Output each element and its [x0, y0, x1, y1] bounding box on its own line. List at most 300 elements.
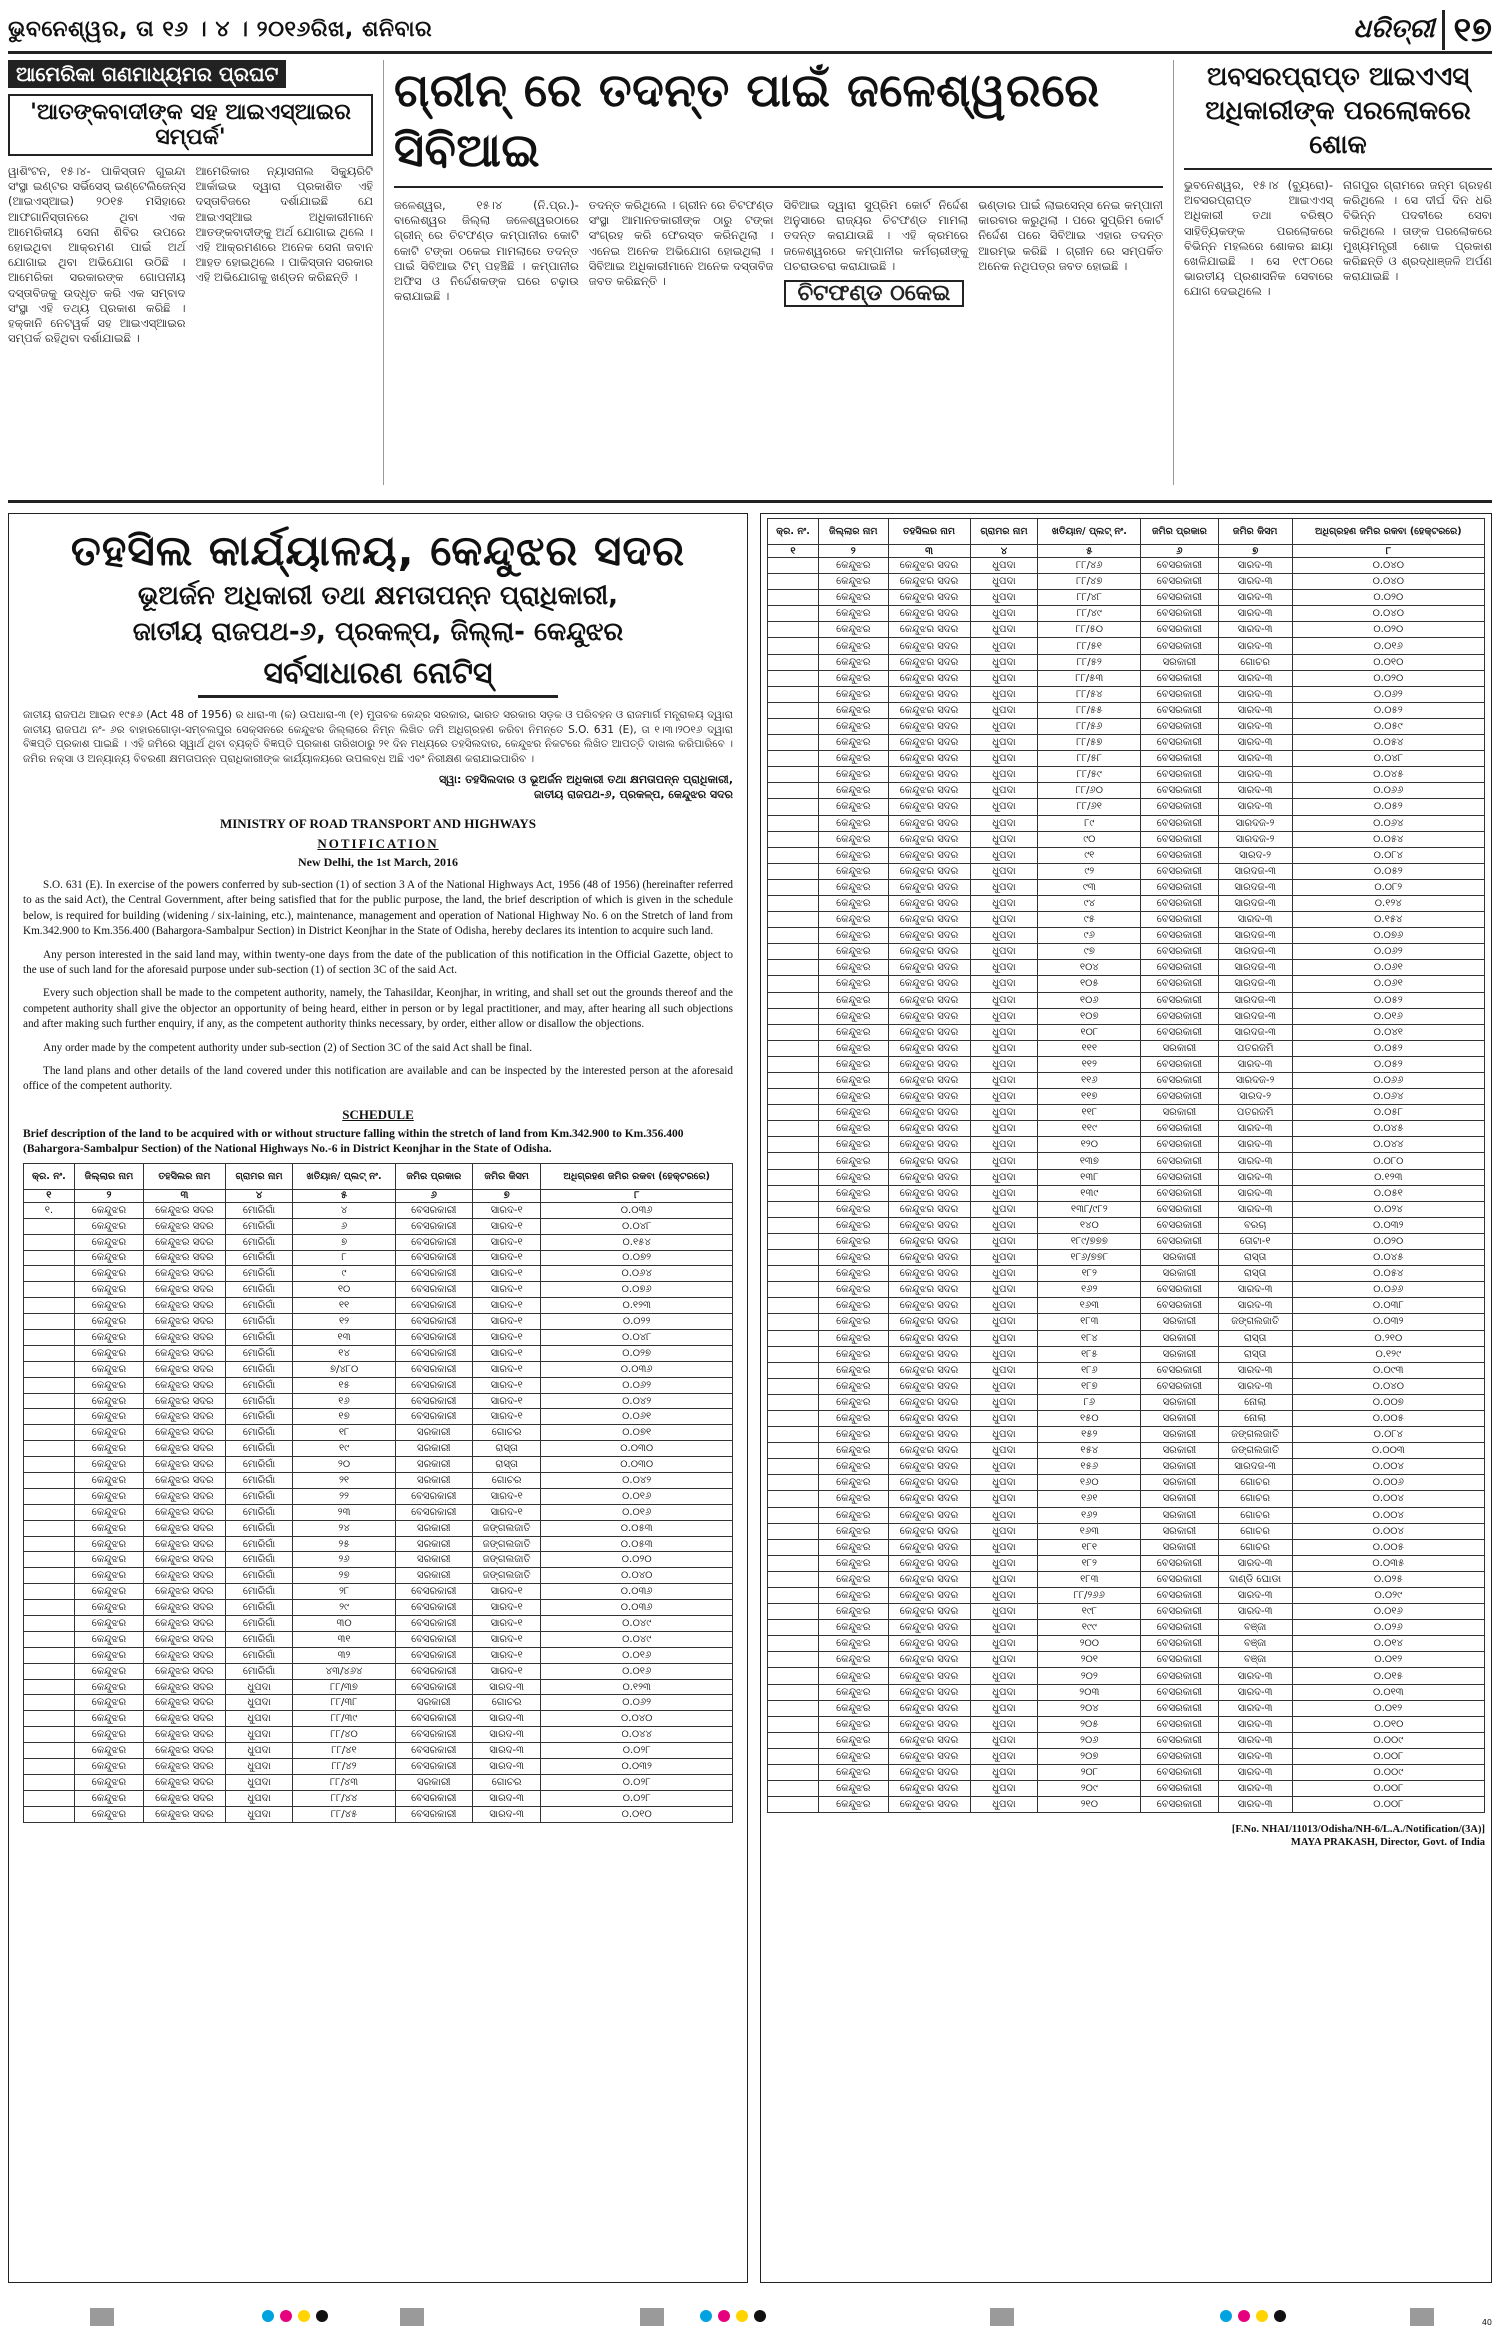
table-cell: ବେସରକାରୀ: [395, 1234, 472, 1250]
table-cell: [768, 1089, 819, 1105]
table-cell: ବେସରକାରୀ: [395, 1679, 472, 1695]
table-cell: କେନ୍ଦୁଝର: [819, 1475, 889, 1491]
table-cell: କେନ୍ଦୁଝର ସଦର: [888, 1298, 970, 1314]
table-cell: ୧୦: [293, 1282, 395, 1298]
table-cell: ସାରଦଜ-୩: [1218, 976, 1292, 992]
table-cell: ୧୮୪: [1038, 1330, 1141, 1346]
table-cell: [768, 1684, 819, 1700]
table-cell: ବେସରକାରୀ: [395, 1393, 472, 1409]
table-row: [768, 928, 1485, 944]
table-cell: ୦.୦୪୦: [1292, 558, 1484, 574]
table-row: [768, 847, 1485, 863]
table-cell: ସରକାରୀ: [395, 1552, 472, 1568]
table-cell: ମୋରିଗାଁ: [225, 1616, 293, 1632]
table-cell: [768, 1732, 819, 1748]
table-cell: ୦.୦୬୧: [1292, 960, 1484, 976]
table-cell: କେନ୍ଦୁଝର: [819, 976, 889, 992]
table-cell: ଗୋଚର: [472, 1774, 540, 1790]
table-cell: ବରଚା: [1218, 1217, 1292, 1233]
table-cell: ୦.୦୮୦: [1292, 1153, 1484, 1169]
table-cell: ୧୫: [293, 1377, 395, 1393]
table-header-cell: ଅଧିଗ୍ରହଣ ଜମିର ରକବା (ହେକ୍ଟରରେ): [1292, 519, 1484, 545]
table-header-cell: କ୍ର. ନଂ.: [768, 519, 819, 545]
table-cell: ଧୁପଦା: [970, 1137, 1038, 1153]
table-row: [768, 944, 1485, 960]
table-cell: [768, 928, 819, 944]
table-cell: ମୋରିଗାଁ: [225, 1234, 293, 1250]
table-cell: ୦.୦୦୫: [1292, 1539, 1484, 1555]
table-cell: ସାରଦ-୧: [472, 1282, 540, 1298]
table-cell: [768, 1716, 819, 1732]
magenta-dot: [280, 2310, 292, 2322]
table-row: [24, 1218, 733, 1234]
table-cell: କେନ୍ଦୁଝର: [819, 606, 889, 622]
table-cell: [768, 1700, 819, 1716]
table-cell: ମୋରିଗାଁ: [225, 1314, 293, 1330]
table-cell: ସରକାରୀ: [395, 1774, 472, 1790]
table-cell: ୧୨: [293, 1314, 395, 1330]
table-cell: ସରକାରୀ: [1141, 1346, 1218, 1362]
table-cell: ବେସରକାରୀ: [395, 1727, 472, 1743]
table-cell: ୧୬୩: [1038, 1298, 1141, 1314]
table-row: [768, 686, 1485, 702]
table-cell: କେନ୍ଦୁଝର ସଦର: [888, 783, 970, 799]
table-cell: ସରକାରୀ: [1141, 1266, 1218, 1282]
table-cell: ୦.୦୬୧: [541, 1409, 733, 1425]
table-cell: ୦.୦୧୦: [541, 1806, 733, 1822]
table-cell: ବେସରକାରୀ: [1141, 912, 1218, 928]
table-cell: କେନ୍ଦୁଝର ସଦର: [144, 1568, 226, 1584]
table-cell: ମୋରିଗାଁ: [225, 1218, 293, 1234]
table-cell: ୦.୦୫୩: [541, 1536, 733, 1552]
masthead: [8, 8, 1492, 54]
table-header-row: [768, 519, 1485, 545]
table-cell: ଜଙ୍ଗଲଜାତି: [1218, 1443, 1292, 1459]
grey-registration-bar: [90, 2308, 114, 2326]
table-cell: ବେସରକାରୀ: [1141, 1684, 1218, 1700]
table-cell: ୭/୪୮୦: [293, 1361, 395, 1377]
table-cell: କେନ୍ଦୁଝର ସଦର: [888, 1008, 970, 1024]
magenta-dot: [1238, 2310, 1250, 2322]
table-cell: ୦.୦୪୦: [541, 1568, 733, 1584]
table-cell: ୮୮/୨୬୬: [1038, 1588, 1141, 1604]
table-cell: କେନ୍ଦୁଝର ସଦର: [144, 1743, 226, 1759]
table-cell: ସାରଦ-୩: [1218, 751, 1292, 767]
table-header-cell: ଜିଲ୍ଲାର ନାମ: [74, 1163, 143, 1189]
table-cell: ବେସରକାରୀ: [1141, 1153, 1218, 1169]
table-cell: ବେସରକାରୀ: [1141, 751, 1218, 767]
table-cell: କେନ୍ଦୁଝର ସଦର: [888, 1459, 970, 1475]
table-cell: ୦.୦୬୨: [1292, 686, 1484, 702]
table-cell: ୧୩୯: [1038, 1185, 1141, 1201]
table-row: [768, 1620, 1485, 1636]
table-cell: ଧୁପଦା: [970, 1250, 1038, 1266]
table-cell: ମୋରିଗାଁ: [225, 1202, 293, 1218]
table-row: [768, 574, 1485, 590]
table-cell: ଧୁପଦା: [970, 1652, 1038, 1668]
table-cell: ସାରଦ-୩: [1218, 702, 1292, 718]
table-cell: କେନ୍ଦୁଝର: [819, 960, 889, 976]
table-column-number: ୨: [819, 545, 889, 558]
table-cell: ୨୦୬: [1038, 1732, 1141, 1748]
table-cell: [768, 1604, 819, 1620]
table-cell: କେନ୍ଦୁଝର ସଦର: [144, 1298, 226, 1314]
table-cell: ୨୦୫: [1038, 1716, 1141, 1732]
table-cell: ମୋରିଗାଁ: [225, 1330, 293, 1346]
table-cell: ୦.୦୬୨: [541, 1695, 733, 1711]
table-cell: ବେସରକାରୀ: [1141, 863, 1218, 879]
table-header-cell: ଅଧିଗ୍ରହଣ ଜମିର ରକବା (ହେକ୍ଟରରେ): [541, 1163, 733, 1189]
table-cell: କେନ୍ଦୁଝର ସଦର: [888, 863, 970, 879]
table-cell: କେନ୍ଦୁଝର ସଦର: [144, 1234, 226, 1250]
table-cell: ଧୁପଦା: [970, 1185, 1038, 1201]
table-cell: କେନ୍ଦୁଝର: [819, 1201, 889, 1217]
notice-odia-body: ଜାତୀୟ ରାଜପଥ ଆଇନ ୧୯୫୬ (Act 48 of 1956) ର ଧାରା-୩ (କ) ଉପଧାରା-୩ (୧) ମୁତାବକ କେନ୍ଦ୍ର ସରକାର, ଭାରତ ସରକାର ସଡ଼କ ଓ ପରିବହନ ଓ ରାଜମାର୍ଗ ମନ୍ତ୍ରାଳୟ ଦ୍ୱାରା ଜାତୀୟ ରାଜପଥ ନଂ- ୬ର ବାହାରଗୋଡ଼ା-ସମ୍ବଲପୁର ସେକ୍ସନରେ କେନ୍ଦୁଝର ଜିଲ୍ଲାରେ ନିମ୍ନ ଲିଖିତ ଜମି ଅଧିଗ୍ରହଣ କରିବା ନିମନ୍ତେ S.O. 631 (E), ତା ୧।୩।୨୦୧୬ ଦ୍ୱାରା ବିଜ୍ଞପ୍ତି ପ୍ରକାଶ ପାଇଛି । ଏହି ଜମିରେ ସ୍ୱାର୍ଥ ଥିବା ବ୍ୟକ୍ତି ବିଜ୍ଞପ୍ତି ପ୍ରକାଶ ତାରିଖଠାରୁ ୨୧ ଦିନ ମଧ୍ୟରେ ତହସିଲଦାର, କେନ୍ଦୁଝର ନିକଟରେ ଲିଖିତ ଆପତ୍ତି ଦାଖଲ କରିପାରିବେ । ଜମିର ନକ୍ସା ଓ ଅନ୍ୟାନ୍ୟ ବିବରଣୀ କ୍ଷମତାପନ୍ନ ପ୍ରାଧିକାରୀଙ୍କ କାର୍ଯ୍ୟାଳୟରେ ଉପଲବ୍ଧ ଅଛି ଏବଂ ନିରୀକ୍ଷଣ କରାଯାଇପାରିବ ।: [23, 709, 733, 765]
table-cell: ୦.୦୪୫: [1292, 767, 1484, 783]
table-cell: କେନ୍ଦୁଝର: [74, 1679, 143, 1695]
table-cell: ୧୧୨: [1038, 1056, 1141, 1072]
table-row: [768, 815, 1485, 831]
table-cell: ୨୮: [293, 1584, 395, 1600]
table-cell: ସାରଦ-୩: [1218, 1765, 1292, 1781]
table-cell: କେନ୍ଦୁଝର ସଦର: [888, 1056, 970, 1072]
table-cell: ବେସରକାରୀ: [1141, 815, 1218, 831]
table-cell: ସରକାରୀ: [395, 1520, 472, 1536]
table-cell: କେନ୍ଦୁଝର ସଦର: [144, 1361, 226, 1377]
table-cell: ମୋରିଗାଁ: [225, 1457, 293, 1473]
table-header-cell: ଜମିର ପ୍ରକାର: [395, 1163, 472, 1189]
table-cell: ୧୮୬/୭୭୮: [1038, 1250, 1141, 1266]
table-cell: ଧୁପଦା: [970, 590, 1038, 606]
table-cell: ସାରଦ-୩: [1218, 799, 1292, 815]
table-cell: କେନ୍ଦୁଝର ସଦର: [888, 1217, 970, 1233]
table-row: [768, 1410, 1485, 1426]
table-cell: ୦.୦୨୦: [1292, 590, 1484, 606]
table-cell: ମୋରିଗାଁ: [225, 1266, 293, 1282]
table-header-cell: ଜିଲ୍ଲାର ନାମ: [819, 519, 889, 545]
table-cell: ବଞ୍ଜା: [1218, 1636, 1292, 1652]
table-cell: ଧୁପଦା: [970, 718, 1038, 734]
table-cell: କେନ୍ଦୁଝର: [819, 1217, 889, 1233]
table-cell: [768, 1105, 819, 1121]
table-cell: କେନ୍ଦୁଝର: [74, 1647, 143, 1663]
table-cell: [768, 960, 819, 976]
table-row: [768, 1169, 1485, 1185]
table-cell: ଜଙ୍ଗଲଜାତି: [1218, 1427, 1292, 1443]
table-cell: ସାରଦ-୩: [1218, 1298, 1292, 1314]
table-row: [24, 1806, 733, 1822]
table-cell: [768, 1652, 819, 1668]
table-cell: ୦.୧୨୪: [1292, 895, 1484, 911]
table-cell: ସାରଦ-୧: [472, 1250, 540, 1266]
land-acquisition-notice: [8, 500, 1492, 2290]
table-cell: ୧୧: [293, 1298, 395, 1314]
table-cell: କେନ୍ଦୁଝର ସଦର: [888, 960, 970, 976]
table-cell: ୦.୦୫୨: [1292, 863, 1484, 879]
table-row: [24, 1202, 733, 1218]
table-cell: ବେସରକାରୀ: [395, 1314, 472, 1330]
table-cell: ସରକାରୀ: [395, 1425, 472, 1441]
table-cell: ବେସରକାରୀ: [1141, 895, 1218, 911]
table-row: [768, 1604, 1485, 1620]
table-cell: କେନ୍ଦୁଝର: [819, 1781, 889, 1797]
table-cell: [768, 670, 819, 686]
table-cell: ୨୦୧: [1038, 1652, 1141, 1668]
table-row: [24, 1616, 733, 1632]
table-cell: ୦.୦୫୨: [1292, 1056, 1484, 1072]
table-cell: ସାରଦଜ-୩: [1218, 944, 1292, 960]
table-cell: ୧୮୬: [1038, 1362, 1141, 1378]
table-cell: ବେସରକାରୀ: [1141, 767, 1218, 783]
table-cell: ସାରଦ-୩: [1218, 1185, 1292, 1201]
table-cell: ଧୁପଦା: [970, 1668, 1038, 1684]
story-headline: ଗ୍ରୀନ୍ ରେ ତଦନ୍ତ ପାଇଁ ଜଳେଶ୍ୱରରେ ସିବିଆଇ: [394, 60, 1163, 188]
table-cell: [768, 1410, 819, 1426]
table-cell: କେନ୍ଦୁଝର ସଦର: [888, 1185, 970, 1201]
table-cell: କେନ୍ଦୁଝର: [819, 1250, 889, 1266]
table-cell: ଧୁପଦା: [970, 1443, 1038, 1459]
table-row: [768, 1555, 1485, 1571]
table-cell: ୮୮/୪୮: [1038, 590, 1141, 606]
table-cell: ବେସରକାରୀ: [1141, 1604, 1218, 1620]
table-cell: ୧୦୪: [1038, 960, 1141, 976]
table-cell: କେନ୍ଦୁଝର ସଦର: [888, 686, 970, 702]
table-cell: ୧୫୦: [1038, 1410, 1141, 1426]
table-cell: କେନ୍ଦୁଝର ସଦର: [888, 1765, 970, 1781]
table-cell: ୮୮/୪୦: [293, 1727, 395, 1743]
table-row: [768, 1475, 1485, 1491]
schedule-brief: Brief description of the land to be acquired with or without structure falling within the stretch of land from Km.342.900 to Km.356.400 (Bahargora-Sambalpur Section) of the National Highways No.-6 in District Keonjhar in the State of Odisha.: [23, 1127, 684, 1155]
table-cell: ୮୮/୫୫: [1038, 702, 1141, 718]
table-cell: କେନ୍ଦୁଝର: [74, 1330, 143, 1346]
table-cell: ଧୁପଦା: [970, 847, 1038, 863]
table-cell: ଧୁପଦା: [970, 863, 1038, 879]
table-cell: ଧୁପଦା: [970, 1636, 1038, 1652]
table-cell: କେନ୍ଦୁଝର ସଦର: [888, 1282, 970, 1298]
table-cell: କେନ୍ଦୁଝର: [819, 1040, 889, 1056]
table-cell: ଧୁପଦା: [970, 654, 1038, 670]
table-cell: ବେସରକାରୀ: [1141, 1571, 1218, 1587]
table-cell: ୦.୦୨୦: [1292, 670, 1484, 686]
table-cell: ଧୁପଦା: [970, 1394, 1038, 1410]
table-cell: ସାରଦ-୩: [472, 1679, 540, 1695]
table-cell: ୧୪: [293, 1345, 395, 1361]
table-cell: ବେସରକାରୀ: [1141, 574, 1218, 590]
table-row: [24, 1727, 733, 1743]
table-cell: କେନ୍ଦୁଝର ସଦର: [144, 1441, 226, 1457]
table-cell: ୦.୦୫୪: [1292, 1266, 1484, 1282]
table-cell: ମୋରିଗାଁ: [225, 1425, 293, 1441]
table-cell: ୮୯: [1038, 815, 1141, 831]
table-cell: କେନ୍ଦୁଝର ସଦର: [888, 1652, 970, 1668]
table-cell: [768, 735, 819, 751]
table-row: [24, 1774, 733, 1790]
table-cell: ସରକାରୀ: [1141, 1394, 1218, 1410]
table-cell: କେନ୍ଦୁଝର: [819, 767, 889, 783]
schedule-table-right: [767, 518, 1485, 1813]
table-cell: ନୋଲା: [1218, 1394, 1292, 1410]
file-reference: [767, 1823, 1485, 1849]
table-cell: କେନ୍ଦୁଝର ସଦର: [888, 799, 970, 815]
table-cell: ସାରଦ-୩: [1218, 1362, 1292, 1378]
table-cell: [768, 863, 819, 879]
table-cell: ୦.୦୨୦: [1292, 622, 1484, 638]
table-cell: କେନ୍ଦୁଝର ସଦର: [888, 1330, 970, 1346]
table-cell: ମୋରିଗାଁ: [225, 1393, 293, 1409]
table-cell: [24, 1568, 75, 1584]
table-cell: କେନ୍ଦୁଝର ସଦର: [888, 1233, 970, 1249]
table-cell: [768, 1571, 819, 1587]
table-cell: [768, 1668, 819, 1684]
table-cell: ସାରଦ-୩: [1218, 718, 1292, 734]
table-cell: କେନ୍ଦୁଝର ସଦର: [888, 718, 970, 734]
table-cell: ସାରଦଜ-୨: [1218, 815, 1292, 831]
table-cell: ୦.୦୪୦: [1292, 574, 1484, 590]
table-cell: [24, 1806, 75, 1822]
grey-registration-bar: [990, 2308, 1014, 2326]
table-cell: ବେସରକାରୀ: [1141, 928, 1218, 944]
table-cell: ବେସରକାରୀ: [1141, 735, 1218, 751]
table-cell: ମୋରିଗାଁ: [225, 1584, 293, 1600]
table-cell: [24, 1234, 75, 1250]
table-cell: ୦.୦୫୯: [1292, 718, 1484, 734]
table-cell: ବେସରକାରୀ: [1141, 831, 1218, 847]
table-cell: ଧୁପଦା: [970, 1153, 1038, 1169]
table-cell: କେନ୍ଦୁଝର ସଦର: [888, 1523, 970, 1539]
table-cell: ୨୦୨: [1038, 1668, 1141, 1684]
table-cell: ସାରଦ-୧: [472, 1504, 540, 1520]
table-cell: ବେସରକାରୀ: [395, 1330, 472, 1346]
table-row: [768, 1266, 1485, 1282]
table-cell: ସାରଦ-୨: [1218, 1089, 1292, 1105]
table-row: [768, 1588, 1485, 1604]
table-row: [24, 1361, 733, 1377]
table-cell: ସାରଦ-୩: [1218, 1732, 1292, 1748]
table-header-row: [24, 1163, 733, 1189]
table-cell: ୩୧: [293, 1631, 395, 1647]
table-row: [768, 1073, 1485, 1089]
notification-paragraph: Every such objection shall be made to the competent authority, namely, the Tahasildar, Keonjhar, in writing, and shall set out the grounds thereof and the competent authority shall give the objector an opportunity of being heard, either in person or by legal practitioner, and may, after hearing all such objections and after making such further enquiry, if any, as the competent authority thinks necessary, by order, either allow or disallow the objections.: [23, 987, 733, 1031]
table-cell: ୦.୦୪୦: [541, 1711, 733, 1727]
table-row: [24, 1234, 733, 1250]
table-cell: [768, 895, 819, 911]
notification-paragraph: Any order made by the competent authority under sub-section (2) of Section 3C of the said Act shall be final.: [43, 1041, 533, 1054]
table-cell: [768, 1459, 819, 1475]
table-row: [24, 1377, 733, 1393]
table-cell: ୦.୦୨୯: [1292, 1588, 1484, 1604]
table-row: [768, 1314, 1485, 1330]
table-cell: [24, 1711, 75, 1727]
table-cell: ସାରଦ-୩: [1218, 574, 1292, 590]
black-dot: [1274, 2310, 1286, 2322]
table-row: [768, 1153, 1485, 1169]
table-row: [24, 1631, 733, 1647]
table-cell: [768, 1748, 819, 1764]
table-cell: ୨୪: [293, 1520, 395, 1536]
table-row: [768, 1716, 1485, 1732]
table-cell: କେନ୍ଦୁଝର ସଦର: [144, 1425, 226, 1441]
table-cell: ୮୮/୪୫: [293, 1806, 395, 1822]
table-cell: ୦.୦୭୬: [541, 1282, 733, 1298]
table-cell: ଧୁପଦା: [970, 767, 1038, 783]
table-cell: ବେସରକାରୀ: [1141, 1201, 1218, 1217]
table-cell: ଧୁପଦା: [970, 1298, 1038, 1314]
table-cell: ୮୬: [1038, 1394, 1141, 1410]
table-row: [768, 1040, 1485, 1056]
table-cell: ସାରଦ-୩: [1218, 1121, 1292, 1137]
table-cell: ୧୫୪: [1038, 1443, 1141, 1459]
table-cell: ଧୁପଦା: [970, 1346, 1038, 1362]
table-cell: ୮୮/୫୩: [1038, 670, 1141, 686]
table-cell: ଧୁପଦା: [970, 1507, 1038, 1523]
table-cell: ୦.୦୧୩: [1292, 1684, 1484, 1700]
table-cell: କେନ୍ଦୁଝର ସଦର: [888, 1137, 970, 1153]
table-cell: ରାସ୍ତା: [1218, 1266, 1292, 1282]
table-cell: କେନ୍ଦୁଝର: [819, 1024, 889, 1040]
table-cell: ୮୮/୪୨: [293, 1759, 395, 1775]
table-cell: ୮୮/୬୦: [1038, 783, 1141, 799]
table-cell: ସାରଦ-୧: [472, 1330, 540, 1346]
table-row: [24, 1743, 733, 1759]
table-cell: ୦.୦୮୨: [1292, 879, 1484, 895]
story-column: ନାଗପୁର ଗ୍ରାମରେ ଜନ୍ମ ଗ୍ରହଣ କରିଥିଲେ । ସେ ଦୀର୍ଘ ଦିନ ଧରି ବିଭିନ୍ନ ପଦବୀରେ ସେବା କରିଥିଲେ । ତାଙ୍କ ପରଲୋକରେ ମୁଖ୍ୟମନ୍ତ୍ରୀ ଶୋକ ପ୍ରକାଶ କରିଛନ୍ତି ଓ ଶ୍ରଦ୍ଧାଞ୍ଜଳି ଅର୍ପଣ କରାଯାଇଛି ।: [1343, 178, 1492, 284]
table-cell: ୦.୨୧୦: [1292, 1330, 1484, 1346]
table-cell: ୦.୦୧୬: [1292, 638, 1484, 654]
table-cell: ଗୋଚର: [472, 1473, 540, 1489]
table-cell: ସାରଦ-୩: [472, 1711, 540, 1727]
table-cell: ୧୭: [293, 1409, 395, 1425]
table-cell: ୮୮/୫୦: [1038, 622, 1141, 638]
table-row: [768, 1217, 1485, 1233]
table-cell: [768, 751, 819, 767]
notification-paragraph: Any person interested in the said land may, within twenty-one days from the date of the publication of this notification in the Official Gazette, object to the use of such land for the aforesaid purpose under sub-section (1) of section 3C of the said Act.: [23, 948, 733, 977]
table-cell: ଧୁପଦା: [970, 1523, 1038, 1539]
table-cell: ୦.୦୬୪: [541, 1266, 733, 1282]
table-row: [768, 1781, 1485, 1797]
table-cell: ବେସରକାରୀ: [395, 1759, 472, 1775]
table-cell: [768, 1250, 819, 1266]
table-cell: ୦.୦୨୪: [1292, 1201, 1484, 1217]
table-cell: [24, 1584, 75, 1600]
table-cell: କେନ୍ଦୁଝର ସଦର: [888, 1443, 970, 1459]
table-cell: ୦.୦୦୪: [1292, 1459, 1484, 1475]
table-cell: କେନ୍ଦୁଝର ସଦର: [144, 1314, 226, 1330]
table-cell: ଧୁପଦା: [225, 1774, 293, 1790]
table-cell: ବେସରକାରୀ: [1141, 847, 1218, 863]
table-cell: କେନ୍ଦୁଝର: [819, 783, 889, 799]
table-cell: ୦.୦୧୨: [1292, 1652, 1484, 1668]
table-cell: ୦.୦୪୮: [541, 1218, 733, 1234]
table-cell: ସାରଦ-୩: [1218, 1282, 1292, 1298]
table-cell: କେନ୍ଦୁଝର ସଦର: [888, 1201, 970, 1217]
table-cell: ଦାଣ୍ଡି ଘୋଡା: [1218, 1571, 1292, 1587]
table-cell: କେନ୍ଦୁଝର: [74, 1711, 143, 1727]
table-cell: କେନ୍ଦୁଝର: [819, 831, 889, 847]
table-column-number-row: [768, 545, 1485, 558]
table-cell: କେନ୍ଦୁଝର ସଦର: [888, 1620, 970, 1636]
table-cell: ୦.୦୪୯: [541, 1631, 733, 1647]
table-cell: ଧୁପଦା: [970, 606, 1038, 622]
table-cell: ଗୋଚର: [1218, 1539, 1292, 1555]
table-cell: ବେସରକାରୀ: [395, 1345, 472, 1361]
table-cell: ୦.୦୧୦: [1292, 654, 1484, 670]
table-cell: ୯୦: [1038, 831, 1141, 847]
table-row: [24, 1568, 733, 1584]
table-row: [24, 1457, 733, 1473]
table-cell: [24, 1314, 75, 1330]
table-cell: [24, 1250, 75, 1266]
table-cell: କେନ୍ଦୁଝର: [74, 1393, 143, 1409]
